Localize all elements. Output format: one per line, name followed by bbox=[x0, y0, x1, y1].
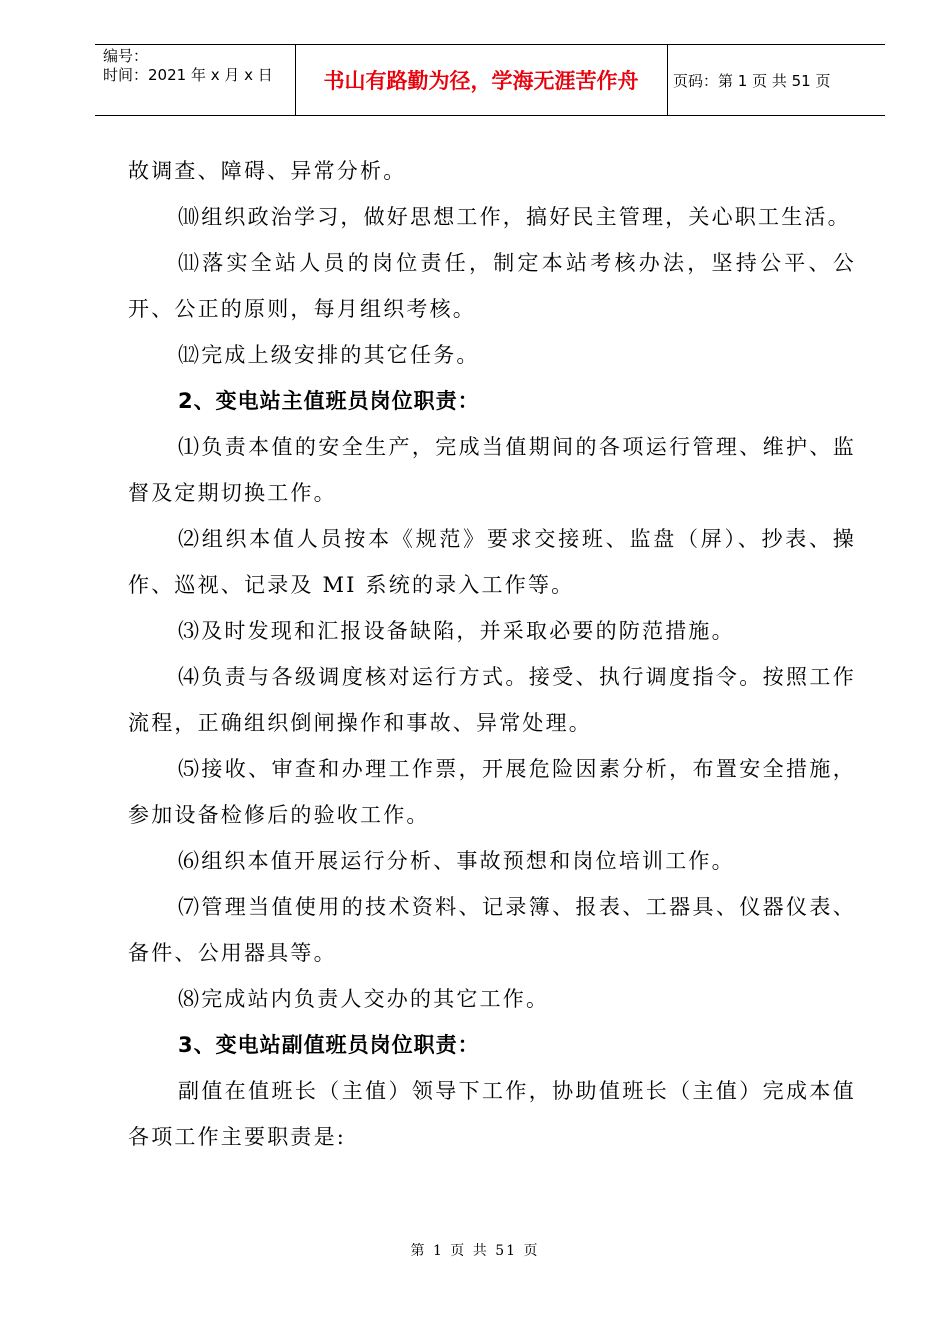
paragraph: ⑷负责与各级调度核对运行方式。接受、执行调度指令。按照工作流程，正确组织倒闸操作和事故、异常处理。 bbox=[128, 665, 856, 735]
paragraph: ⑾落实全站人员的岗位责任，制定本站考核办法，坚持公平、公开、公正的原则，每月组织考核。 bbox=[128, 251, 856, 321]
document-body bbox=[128, 148, 856, 1160]
page-header bbox=[95, 44, 885, 116]
paragraph: ⑿完成上级安排的其它任务。 bbox=[178, 343, 480, 367]
paragraph: ⑹组织本值开展运行分析、事故预想和岗位培训工作。 bbox=[178, 849, 735, 873]
section-heading: 2、变电站主值班员岗位职责： bbox=[178, 389, 480, 413]
header-meta bbox=[95, 45, 295, 115]
paragraph: ⑴负责本值的安全生产，完成当值期间的各项运行管理、维护、监督及定期切换工作。 bbox=[128, 435, 856, 505]
paragraph: 副值在值班长（主值）领导下工作，协助值班长（主值）完成本值各项工作主要职责是: bbox=[128, 1079, 856, 1149]
paragraph: ⑸接收、审查和办理工作票，开展危险因素分析，布置安全措施，参加设备检修后的验收工作。 bbox=[128, 757, 856, 827]
header-time-label: 时间：2021 年 x 月 x 日 bbox=[103, 66, 273, 84]
section-heading: 3、变电站副值班员岗位职责： bbox=[178, 1033, 480, 1057]
page-footer: 第 1 页 共 51 页 bbox=[410, 1243, 540, 1259]
paragraph: ⑻完成站内负责人交办的其它工作。 bbox=[178, 987, 550, 1011]
paragraph: ⑶及时发现和汇报设备缺陷，并采取必要的防范措施。 bbox=[178, 619, 735, 643]
paragraph: 故调查、障碍、异常分析。 bbox=[128, 159, 407, 183]
header-page-number: 页码：第 1 页 共 51 页 bbox=[673, 71, 831, 90]
paragraph: ⑽组织政治学习，做好思想工作，搞好民主管理，关心职工生活。 bbox=[178, 205, 851, 229]
header-divider bbox=[667, 45, 668, 115]
header-motto: 书山有路勤为径，学海无涯苦作舟 bbox=[323, 69, 639, 93]
paragraph: ⑺管理当值使用的技术资料、记录簿、报表、工器具、仪器仪表、备件、公用器具等。 bbox=[128, 895, 856, 965]
header-number-label: 编号： bbox=[103, 47, 149, 65]
paragraph: ⑵组织本值人员按本《规范》要求交接班、监盘（屏）、抄表、操作、巡视、记录及 MI 系统的录入工作等。 bbox=[128, 527, 856, 597]
